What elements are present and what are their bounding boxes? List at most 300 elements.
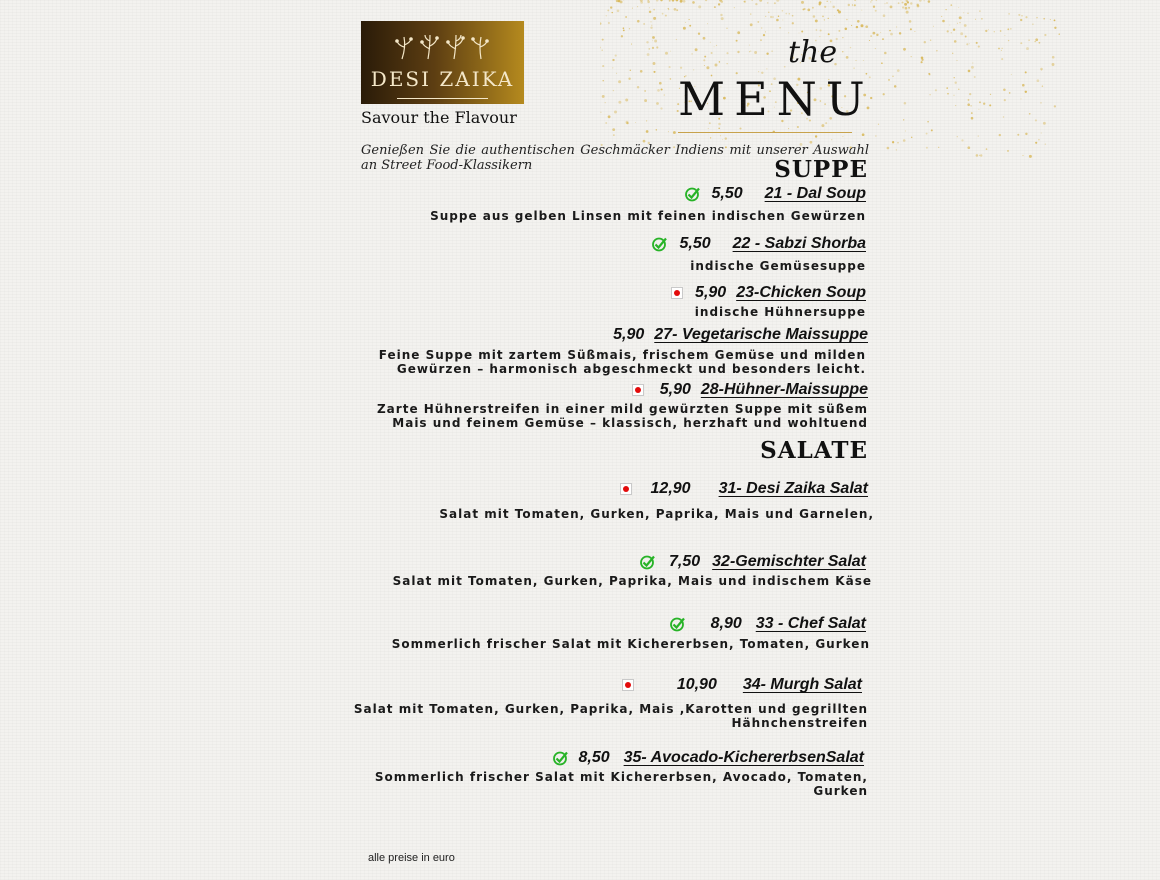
veg-check-icon <box>651 236 667 252</box>
gold-dust-speck <box>704 65 705 66</box>
gold-dust-speck <box>1026 47 1029 50</box>
intro-text: Genießen Sie die authentischen Geschmäcker Indiens mit unserer Auswahl an Street Food-Klassikern <box>361 143 869 173</box>
gold-dust-speck <box>832 6 834 8</box>
gold-dust-speck <box>1000 30 1002 32</box>
gold-dust-speck <box>621 35 623 37</box>
gold-dust-speck <box>980 154 982 156</box>
gold-dust-speck <box>914 31 915 32</box>
gold-dust-speck <box>766 53 768 55</box>
gold-dust-speck <box>744 0 746 2</box>
item-description-line: Zarte Hühnerstreifen in einer mild gewürzten Suppe mit süßem <box>376 402 868 416</box>
gold-dust-speck <box>1054 27 1056 29</box>
item-description-line: Salat mit Tomaten, Gurken, Paprika, Mais ,Karotten und gegrillten <box>353 702 868 716</box>
gold-dust-speck <box>842 136 843 137</box>
item-name: 31- Desi Zaika Salat <box>718 480 868 497</box>
gold-dust-speck <box>782 10 784 12</box>
gold-dust-speck <box>716 45 717 46</box>
gold-dust-speck <box>865 25 868 28</box>
item-description: Salat mit Tomaten, Gurken, Paprika, Mais und Garnelen, <box>439 507 874 521</box>
menu-title-underline <box>678 132 852 133</box>
gold-dust-speck <box>605 122 607 124</box>
gold-dust-speck <box>926 147 928 149</box>
gold-dust-speck <box>956 60 957 61</box>
gold-dust-speck <box>1039 42 1041 44</box>
gold-dust-speck <box>903 119 904 120</box>
veg-check-icon <box>639 554 655 570</box>
gold-dust-speck <box>979 10 981 12</box>
gold-dust-speck <box>653 71 655 73</box>
gold-dust-speck <box>1043 18 1045 20</box>
gold-dust-speck <box>959 22 960 23</box>
item-description: indische Gemüsesuppe <box>690 259 866 273</box>
gold-dust-speck <box>1045 143 1046 144</box>
gold-dust-speck <box>876 0 877 1</box>
item-name: 35- Avocado-KichererbsenSalat <box>623 749 864 766</box>
gold-dust-speck <box>710 42 711 43</box>
gold-dust-speck <box>710 137 711 138</box>
non-veg-icon <box>620 483 632 495</box>
gold-dust-speck <box>693 69 694 70</box>
gold-dust-speck <box>676 39 677 40</box>
gold-dust-speck <box>640 1 643 4</box>
gold-dust-speck <box>1025 16 1027 18</box>
gold-dust-speck <box>670 78 672 80</box>
non-veg-icon <box>632 384 644 396</box>
gold-dust-speck <box>718 127 720 129</box>
gold-dust-speck <box>792 22 794 24</box>
gold-dust-speck <box>889 30 890 31</box>
gold-dust-speck <box>785 13 787 15</box>
gold-dust-speck <box>846 19 848 21</box>
section-title-salate: SALATE <box>760 437 868 464</box>
gold-dust-speck <box>1038 139 1040 141</box>
gold-dust-speck <box>815 135 817 137</box>
gold-dust-speck <box>986 148 988 150</box>
gold-dust-speck <box>892 76 893 77</box>
gold-dust-speck <box>765 16 766 17</box>
gold-dust-speck <box>985 30 987 32</box>
gold-dust-speck <box>957 136 958 137</box>
gold-dust-speck <box>965 36 967 38</box>
gold-dust-speck <box>706 66 709 69</box>
item-price: 5,90 <box>659 381 691 398</box>
gold-dust-speck <box>685 22 686 23</box>
gold-dust-speck <box>789 13 791 15</box>
gold-dust-speck <box>951 32 952 33</box>
item-description: Sommerlich frischer Salat mit Kichererbsen, Tomaten, Gurken <box>391 637 870 651</box>
gold-dust-speck <box>629 28 630 29</box>
gold-dust-speck <box>909 20 912 23</box>
gold-dust-speck <box>967 103 970 106</box>
gold-dust-speck <box>924 0 925 1</box>
gold-dust-speck <box>689 19 690 20</box>
gold-dust-speck <box>612 67 613 68</box>
gold-dust-speck <box>765 31 766 32</box>
gold-dust-speck <box>779 27 781 29</box>
gold-dust-speck <box>910 2 912 4</box>
gold-dust-speck <box>861 10 862 11</box>
gold-dust-speck <box>771 51 772 52</box>
gold-dust-speck <box>602 39 604 41</box>
gold-dust-speck <box>1035 38 1038 41</box>
gold-dust-speck <box>637 86 639 88</box>
gold-dust-speck <box>637 6 638 7</box>
gold-dust-speck <box>669 0 671 2</box>
gold-dust-speck <box>954 40 957 43</box>
gold-dust-speck <box>926 133 928 135</box>
gold-dust-speck <box>703 59 705 61</box>
gold-dust-speck <box>650 27 652 29</box>
gold-dust-speck <box>647 1 650 4</box>
item-description-line: Hähnchenstreifen <box>731 716 868 730</box>
gold-dust-speck <box>623 29 625 31</box>
gold-dust-speck <box>959 16 962 19</box>
menu-item-chicken-soup <box>671 284 866 302</box>
gold-dust-speck <box>646 41 648 43</box>
item-name: 21 - Dal Soup <box>764 185 866 202</box>
non-veg-icon <box>671 287 683 299</box>
gold-dust-speck <box>705 0 707 1</box>
gold-dust-speck <box>607 9 609 11</box>
gold-dust-speck <box>792 15 794 17</box>
gold-dust-speck <box>949 25 950 26</box>
menu-item-huehner-maissuppe <box>632 381 868 399</box>
gold-dust-speck <box>664 94 666 96</box>
the-script-word <box>786 30 856 70</box>
gold-dust-speck <box>1025 71 1027 73</box>
gold-dust-speck <box>689 25 691 27</box>
gold-dust-speck <box>981 18 983 20</box>
gold-dust-speck <box>612 128 615 131</box>
gold-dust-speck <box>708 128 709 129</box>
gold-dust-speck <box>924 41 926 43</box>
gold-dust-speck <box>669 66 671 68</box>
gold-dust-speck <box>726 28 728 30</box>
gold-dust-speck <box>1021 98 1022 99</box>
non-veg-icon <box>622 679 634 691</box>
gold-dust-speck <box>830 1 831 2</box>
gold-dust-speck <box>776 19 779 22</box>
gold-dust-speck <box>916 4 918 6</box>
item-description-line: Mais und feinem Gemüse – klassisch, herzhaft und wohltuend <box>392 416 868 430</box>
gold-dust-speck <box>941 16 942 17</box>
gold-dust-speck <box>703 37 706 40</box>
gold-dust-speck <box>904 102 907 105</box>
gold-dust-speck <box>643 23 644 24</box>
gold-dust-speck <box>936 50 937 51</box>
gold-dust-speck <box>955 82 957 84</box>
gold-dust-speck <box>861 24 864 27</box>
gold-dust-speck <box>930 39 931 40</box>
gold-dust-speck <box>603 80 604 81</box>
gold-dust-speck <box>884 52 887 55</box>
gold-dust-speck <box>1025 133 1027 135</box>
gold-dust-speck <box>828 18 829 19</box>
menu-item-chef-salat <box>669 615 866 633</box>
gold-dust-speck <box>892 141 894 143</box>
item-description: Salat mit Tomaten, Gurken, Paprika, Mais und indischem Käse <box>392 574 872 588</box>
gold-dust-speck <box>613 90 614 91</box>
gold-dust-speck <box>1034 41 1035 42</box>
gold-dust-speck <box>1001 50 1002 51</box>
gold-dust-speck <box>1017 134 1019 136</box>
gold-dust-speck <box>652 47 654 49</box>
item-description <box>377 402 868 430</box>
gold-dust-speck <box>750 14 751 15</box>
gold-dust-speck <box>683 27 686 30</box>
gold-dust-speck <box>1007 28 1009 30</box>
gold-dust-speck <box>938 147 939 148</box>
gold-dust-speck <box>714 46 715 47</box>
gold-dust-speck <box>999 134 1001 136</box>
gold-dust-speck <box>971 117 974 120</box>
gold-dust-speck <box>899 32 901 34</box>
gold-dust-speck <box>600 47 601 49</box>
gold-dust-speck <box>680 0 683 3</box>
gold-dust-speck <box>665 15 667 17</box>
gold-dust-speck <box>608 22 610 24</box>
gold-dust-speck <box>960 32 963 35</box>
gold-dust-speck <box>819 3 821 5</box>
gold-dust-speck <box>979 155 980 156</box>
gold-dust-speck <box>878 124 879 125</box>
veg-check-icon <box>552 750 568 766</box>
item-description <box>375 770 868 798</box>
gold-dust-speck <box>623 27 625 29</box>
gold-dust-speck <box>928 0 931 3</box>
gold-dust-speck <box>656 129 657 130</box>
gold-dust-speck <box>1044 34 1046 36</box>
gold-dust-speck <box>955 105 956 106</box>
gold-dust-speck <box>906 11 909 14</box>
gold-dust-speck <box>691 53 693 55</box>
gold-dust-speck <box>626 121 629 124</box>
veg-check-icon <box>669 616 685 632</box>
gold-dust-speck <box>649 7 650 8</box>
gold-dust-speck <box>752 0 753 1</box>
menu-title: MENU <box>678 72 874 126</box>
gold-dust-speck <box>1022 84 1025 87</box>
gold-dust-speck <box>602 65 604 67</box>
item-description-line: Gurken <box>813 784 868 798</box>
gold-dust-speck <box>963 12 964 13</box>
gold-dust-speck <box>958 7 959 8</box>
gold-dust-speck <box>644 99 647 102</box>
item-name: 28-Hühner-Maissuppe <box>700 381 868 398</box>
item-price: 5,50 <box>679 235 711 252</box>
gold-dust-speck <box>1041 132 1042 133</box>
leaf-sprigs-icon <box>394 33 491 61</box>
gold-dust-speck <box>640 70 643 73</box>
gold-dust-speck <box>676 9 678 11</box>
gold-dust-speck <box>967 13 968 14</box>
gold-dust-speck <box>755 3 757 5</box>
gold-dust-speck <box>1023 155 1024 156</box>
gold-dust-speck <box>966 43 968 45</box>
gold-dust-speck <box>656 46 658 48</box>
item-price: 7,50 <box>669 553 701 570</box>
logo-underline <box>397 98 488 99</box>
gold-dust-speck <box>942 20 945 23</box>
gold-dust-speck <box>617 9 620 12</box>
item-description: Suppe aus gelben Linsen mit feinen indischen Gewürzen <box>430 209 866 223</box>
gold-dust-speck <box>736 40 738 42</box>
gold-dust-speck <box>978 109 979 110</box>
gold-dust-speck <box>978 46 980 48</box>
gold-dust-speck <box>1004 99 1006 101</box>
gold-dust-speck <box>718 3 720 5</box>
gold-dust-speck <box>979 101 981 103</box>
gold-dust-speck <box>754 51 757 54</box>
item-description: indische Hühnersuppe <box>694 305 866 319</box>
gold-dust-speck <box>961 139 963 141</box>
gold-dust-speck <box>600 22 601 24</box>
gold-dust-speck <box>978 136 979 137</box>
gold-dust-speck <box>750 23 753 26</box>
gold-dust-speck <box>637 20 640 23</box>
menu-item-dal-soup <box>684 185 867 203</box>
gold-dust-speck <box>908 7 910 9</box>
gold-dust-speck <box>971 66 974 69</box>
gold-dust-speck <box>606 15 607 16</box>
gold-dust-speck <box>921 61 923 63</box>
gold-dust-speck <box>1003 88 1006 91</box>
gold-dust-speck <box>680 67 682 69</box>
item-name: 23-Chicken Soup <box>736 284 866 301</box>
item-price: 5,90 <box>695 284 727 301</box>
gold-dust-speck <box>894 85 897 88</box>
gold-dust-speck <box>761 28 762 29</box>
gold-dust-speck <box>668 131 669 132</box>
gold-dust-speck <box>801 1 804 4</box>
gold-dust-speck <box>720 14 722 16</box>
gold-dust-speck <box>1001 58 1003 60</box>
gold-dust-speck <box>1007 150 1009 152</box>
gold-dust-speck <box>887 147 890 150</box>
gold-dust-speck <box>1028 39 1030 41</box>
gold-dust-speck <box>644 90 645 91</box>
item-name: 33 - Chef Salat <box>755 615 866 632</box>
gold-dust-speck <box>947 30 949 32</box>
gold-dust-speck <box>834 15 835 16</box>
menu-item-murgh-salat <box>622 676 862 694</box>
gold-dust-speck <box>1003 116 1004 117</box>
item-description-line: Sommerlich frischer Salat mit Kichererbsen, Avocado, Tomaten, <box>374 770 868 784</box>
gold-dust-speck <box>788 128 789 129</box>
gold-dust-speck <box>870 35 871 36</box>
gold-dust-speck <box>911 56 912 57</box>
item-description <box>379 348 866 376</box>
gold-dust-speck <box>876 34 878 36</box>
menu-item-vegetarische-maissuppe <box>613 326 868 344</box>
gold-dust-speck <box>776 0 779 2</box>
gold-dust-speck <box>931 129 933 131</box>
gold-dust-speck <box>1058 33 1060 35</box>
section-title-suppe: SUPPE <box>774 156 868 183</box>
gold-dust-speck <box>976 154 979 157</box>
gold-dust-speck <box>652 40 653 41</box>
gold-dust-speck <box>625 16 627 18</box>
gold-dust-speck <box>1037 79 1040 82</box>
gold-dust-speck <box>656 0 659 1</box>
gold-dust-speck <box>783 20 784 21</box>
gold-dust-speck <box>653 9 655 11</box>
item-description-line: Feine Suppe mit zartem Süßmais, frischem Gemüse und milden <box>378 348 866 362</box>
gold-dust-speck <box>976 42 978 44</box>
gold-dust-speck <box>1032 23 1033 24</box>
gold-dust-speck <box>905 130 906 131</box>
gold-dust-speck <box>651 25 652 26</box>
gold-dust-speck <box>903 2 904 3</box>
gold-dust-speck <box>1035 142 1037 144</box>
gold-dust-speck <box>964 24 967 27</box>
gold-dust-speck <box>883 14 886 17</box>
gold-dust-speck <box>969 93 971 95</box>
gold-dust-speck <box>610 6 612 8</box>
gold-dust-speck <box>715 64 718 67</box>
gold-dust-speck <box>989 104 991 106</box>
brand-logo <box>361 21 524 104</box>
gold-dust-speck <box>901 0 902 1</box>
gold-dust-speck <box>863 60 864 61</box>
gold-dust-speck <box>904 3 907 6</box>
item-description-line: Gewürzen – harmonisch abgeschmeckt und besonders leicht. <box>396 362 866 376</box>
gold-dust-speck <box>630 70 631 71</box>
gold-dust-speck <box>919 0 922 2</box>
gold-dust-speck <box>1029 113 1031 115</box>
gold-dust-speck <box>659 82 662 85</box>
gold-dust-speck <box>1011 74 1012 75</box>
gold-dust-speck <box>628 78 630 80</box>
gold-dust-speck <box>1050 19 1051 20</box>
gold-dust-speck <box>1054 20 1055 21</box>
gold-dust-speck <box>910 28 912 30</box>
gold-dust-speck <box>824 19 825 20</box>
gold-dust-speck <box>998 48 1000 50</box>
gold-dust-speck <box>749 45 750 46</box>
gold-dust-speck <box>950 4 952 6</box>
gold-dust-speck <box>774 2 776 4</box>
gold-dust-speck <box>646 120 647 121</box>
gold-dust-speck <box>661 88 663 90</box>
gold-dust-speck <box>875 48 876 49</box>
gold-dust-speck <box>890 33 893 36</box>
gold-dust-speck <box>1029 155 1032 158</box>
gold-dust-speck <box>613 134 614 135</box>
gold-dust-speck <box>662 13 664 15</box>
gold-dust-speck <box>601 49 602 50</box>
gold-dust-speck <box>698 5 701 8</box>
gold-dust-speck <box>983 103 985 105</box>
gold-dust-speck <box>812 7 814 9</box>
veg-check-icon <box>684 186 700 202</box>
gold-dust-speck <box>657 89 660 92</box>
gold-dust-speck <box>1004 35 1005 36</box>
item-name: 22 - Sabzi Shorba <box>732 235 866 252</box>
item-price: 8,90 <box>710 615 742 632</box>
item-price: 12,90 <box>650 480 691 497</box>
gold-dust-speck <box>797 126 799 128</box>
gold-dust-speck <box>826 1 827 2</box>
gold-dust-speck <box>631 44 632 45</box>
item-description <box>354 702 868 730</box>
gold-dust-speck <box>778 16 779 17</box>
gold-dust-speck <box>719 61 721 63</box>
item-name: 32-Gemischter Salat <box>712 553 866 570</box>
tagline: Savour the Flavour <box>361 108 517 127</box>
gold-dust-speck <box>772 16 774 18</box>
gold-dust-speck <box>625 99 628 102</box>
